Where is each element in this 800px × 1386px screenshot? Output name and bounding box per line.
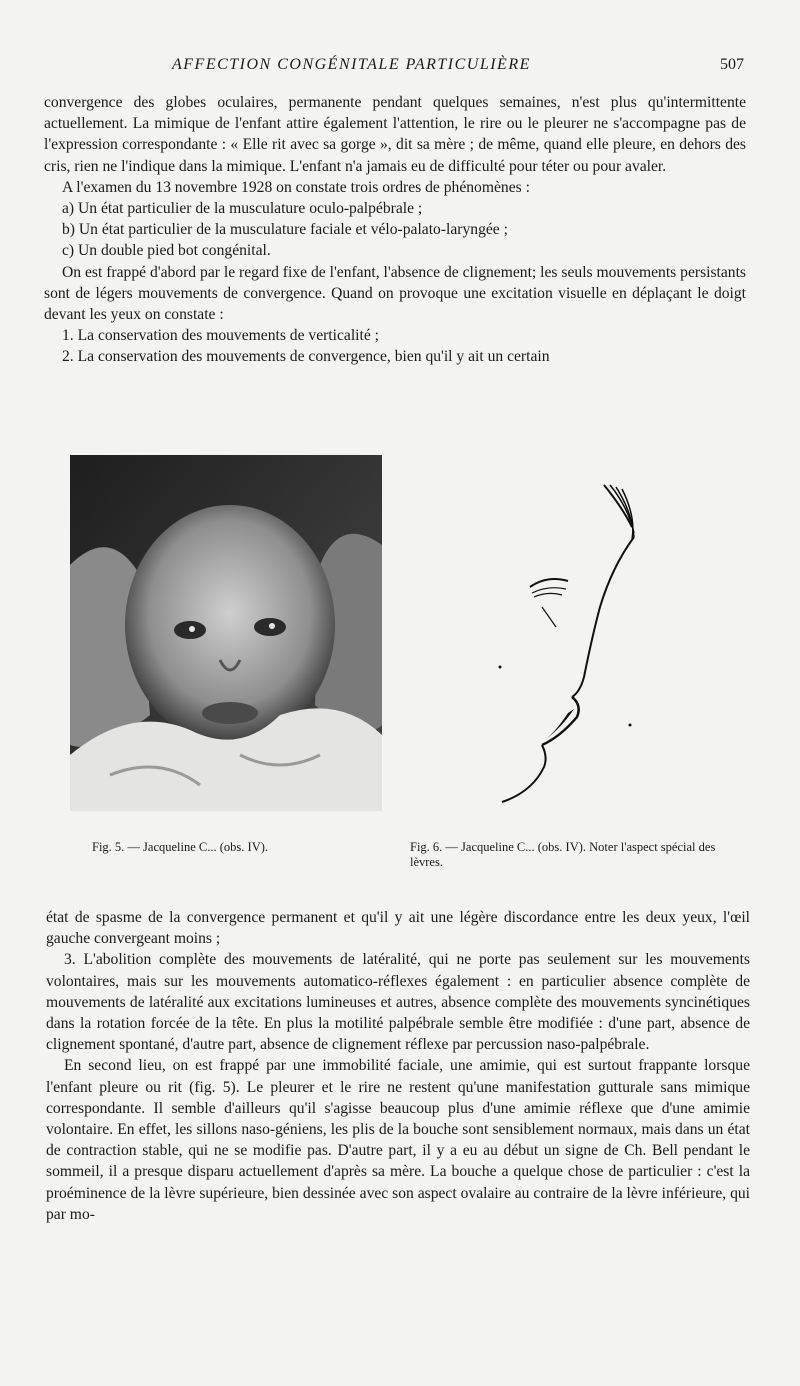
list-item: 1. La conservation des mouvements de verticalité ; — [62, 327, 379, 345]
paragraph: On est frappé d'abord par le regard fixe de l'enfant, l'absence de clignement; les seuls mouvements persistants sont de légers mouvements de convergence. Quand on provoque une excitation visuelle en déplaçant le doigt devant les yeux on constate : — [44, 263, 746, 324]
figure-6-profile-drawing — [482, 477, 682, 812]
figure-5-photo — [70, 455, 382, 811]
paragraph: A l'examen du 13 novembre 1928 on constate trois ordres de phénomènes : — [62, 178, 530, 196]
page-number: 507 — [720, 56, 744, 73]
list-item: 3. L'abolition complète des mouvements de latéralité, qui ne porte pas seulement sur les mouvements volontaires, mais sur les mouvements automatico-réflexes également : en particulier absence complète de mouvements de latéralité aux excitations lumineuses et autres, absence complète des mouvements syncinétiques dans la rotation forcée de la tête. En plus la motilité palpébrale semble être modifiée : d'une part, absence de clignement spontané, d'autre part, absence de clignement réflexe par percussion naso-palpébrale. — [46, 951, 750, 1054]
list-item: b) Un état particulier de la musculature faciale et vélo-palato-laryngée ; — [62, 221, 508, 239]
list-item: 2. La conservation des mouvements de convergence, bien qu'il y ait un certain — [62, 348, 550, 366]
body-text-bottom — [46, 907, 750, 1225]
paragraph: convergence des globes oculaires, permanente pendant quelques semaines, n'est plus qu'intermittente actuellement. La mimique de l'enfant attire également l'attention, le rire ou le pleurer ne s'accompagne pas de l'expression correspondante : « Elle rit avec sa gorge », dit sa mère ; de même, quand elle pleure, en dehors des cris, rien ne l'indique dans la mimique. L'enfant n'a jamais eu de difficulté pour téter ou pour avaler. — [44, 94, 746, 175]
paragraph: En second lieu, on est frappé par une immobilité faciale, une amimie, qui est surtout frappante lorsque l'enfant pleure ou rit (fig. 5). Le pleurer et le rire ne restent qu'une manifestation gutturale sans mimique correspondante. Il semble d'ailleurs qu'il s'agisse beaucoup plus d'une amimie réflexe que d'une amimie volontaire. En effet, les sillons naso-géniens, les plis de la bouche sont sensiblement normaux, mais dans un état de contraction stable, qui ne se modifie pas. D'autre part, il y a eu au début un signe de Ch. Bell pendant le sommeil, il a presque disparu actuellement d'après sa mère. La bouche a quelque chose de particulier : c'est la proéminence de la lèvre supérieure, bien dessinée avec son aspect ovalaire au contraire de la lèvre inférieure, qui par mo- — [46, 1057, 750, 1223]
paragraph: état de spasme de la convergence permanent et qu'il y ait une légère discordance entre les deux yeux, l'œil gauche convergeant moins ; — [46, 909, 750, 948]
list-item: c) Un double pied bot congénital. — [62, 242, 271, 260]
infant-portrait-image — [70, 455, 382, 811]
figures-area — [70, 455, 760, 885]
figure-5-caption: Fig. 5. — Jacqueline C... (obs. IV). — [92, 840, 269, 854]
body-text-top — [44, 92, 746, 368]
page-header — [44, 56, 744, 80]
running-title: AFFECTION CONGÉNITALE PARTICULIÈRE — [172, 56, 531, 73]
figure-6-caption: Fig. 6. — Jacqueline C... (obs. IV). Noter l'aspect spécial des lèvres. — [410, 840, 716, 869]
list-item: a) Un état particulier de la musculature oculo-palpébrale ; — [62, 200, 423, 218]
